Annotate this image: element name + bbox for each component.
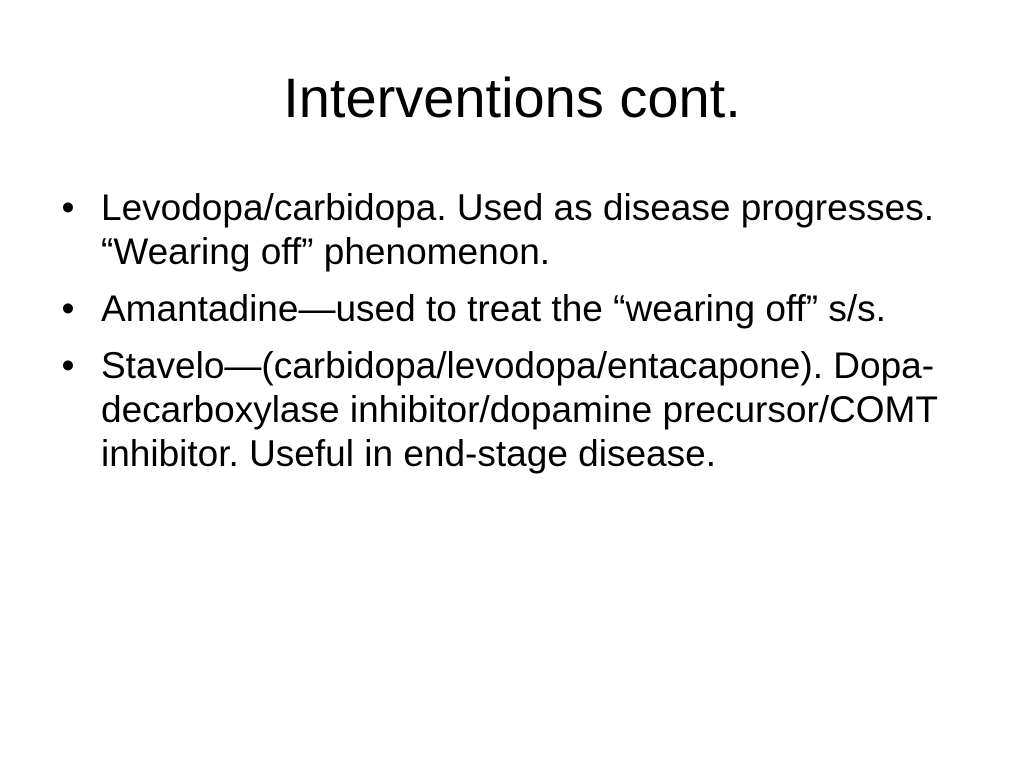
bullet-list: [58, 186, 938, 489]
bullet-dot-icon: •: [61, 345, 75, 386]
bullet-text: Levodopa/carbidopa. Used as disease progresses. “Wearing off” phenomenon.: [101, 187, 935, 272]
bullet-dot-icon: •: [61, 187, 75, 228]
bullet-text: Amantadine—used to treat the “wearing off” s/s.: [101, 288, 886, 329]
slide-title: Interventions cont.: [283, 66, 741, 129]
bullet-item-amantadine: [58, 287, 938, 331]
bullet-text: Stavelo—(carbidopa/levodopa/entacapone). Dopa-decarboxylase inhibitor/dopamine precursor/COMT inhibitor. Useful in end-stage disease.: [101, 345, 938, 474]
bullet-dot-icon: •: [61, 288, 75, 329]
bullet-item-levodopa: [58, 186, 938, 274]
bullet-item-stavelo: [58, 344, 938, 476]
